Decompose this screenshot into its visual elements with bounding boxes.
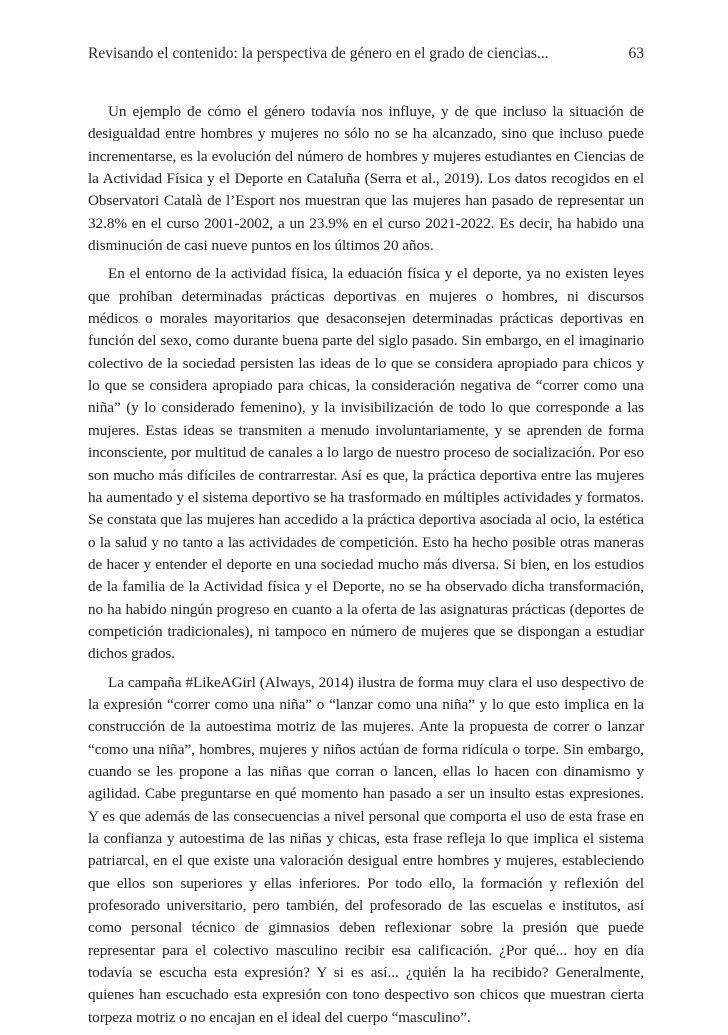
running-title: Revisando el contenido: la perspectiva de género en el grado de ciencias... [88,45,549,62]
running-header [88,44,644,64]
paragraph-3: La campaña #LikeAGirl (Always, 2014) ilustra de forma muy clara el uso despectivo de la expresión “correr como una niña” o “lanzar como una niña” y lo que esto implica en la construcción de la autoestima motriz de las mujeres. Ante la propuesta de correr o lanzar “como una niña”, hombres, mujeres y niños actúan de forma ridícula o torpe. Sin embargo, cuando se les propone a las niñas que corran o lancen, ellas lo hacen con dinamismo y agilidad. Cabe preguntarse en qué momento han pasado a ser un insulto estas expresiones. Y es que además de las consecuencias a nivel personal que comporta el uso de esta frase en la confianza y autoestima de las niñas y chicas, esta frase refleja lo que implica el sistema patriarcal, en el que existe una valoración desigual entre hombres y mujeres, estableciendo que ellos son superiores y ellas inferiores. Por todo ello, la formación y reflexión del profesorado universitario, pero también, del profesorado de las escuelas e institutos, así como personal técnico de gimnasios deben reflexionar sobre la presión que puede representar para el colectivo masculino recibir esa calificación. ¿Por qué... hoy en día todavía se escucha esta expresión? Y si es así... ¿quién la ha recibido? Generalmente, quienes han escuchado esta expresión con tono despectivo son chicos que muestran cierta torpeza motriz o no encajan en el ideal del cuerpo “masculino”. [88,673,644,1026]
body-text [88,101,644,1035]
page-number: 63 [628,45,644,62]
paragraph-1: Un ejemplo de cómo el género todavía nos influye, y de que incluso la situación de desigualdad entre hombres y mujeres no sólo no se ha alcanzado, sino que incluso puede incrementarse, es la evolución del número de hombres y mujeres estudiantes en Ciencias de la Actividad Física y el Deporte en Cataluña (Serra et al., 2019). Los datos recogidos en el Observatori Català de l’Esport nos muestran que las mujeres han pasado de representar un 32.8% en el curso 2001-2002, a un 23.9% en el curso 2021-2022. Es decir, ha habido una disminución de casi nueve puntos en los últimos 20 años. [88,103,644,255]
paragraph-2: En el entorno de la actividad física, la eduación física y el deporte, ya no existen leyes que prohíban determinadas prácticas deportivas en mujeres o hombres, ni discursos médicos o morales mayoritarios que desaconsejen determinadas prácticas deportivas en función del sexo, como durante buena parte del siglo pasado. Sin embargo, en el imaginario colectivo de la sociedad persisten las ideas de lo que se considera apropiado para chicos y lo que se considera apropiado para chicas, la consideración negativa de “correr como una niña” (y lo considerado femenino), y la invisibilización de todo lo que corresponde a las mujeres. Estas ideas se transmiten a menudo involuntariamente, y se aprenden de forma inconsciente, por multitud de canales a lo largo de nuestro proceso de socialización. Por eso son mucho más difíciles de contrarrestar. Así es que, la práctica deportiva entre las mujeres ha aumentado y el sistema deportivo se ha trasformado en múltiples actividades y formatos. Se constata que las mujeres han accedido a la práctica deportiva asociada al ocio, la estética o la salud y no tanto a las actividades de competición. Esto ha hecho posible otras maneras de hacer y entender el deporte en una sociedad mucho más diversa. Si bien, en los estudios de la familia de la Actividad física y el Deporte, no se ha observado dicha transformación, no ha habido ningún progreso en cuanto a la oferta de las asignaturas prácticas (deportes de competición tradicionales), ni tampoco en número de mujeres que se dispongan a estudiar dichos grados. [88,265,644,663]
book-page [88,0,644,1028]
